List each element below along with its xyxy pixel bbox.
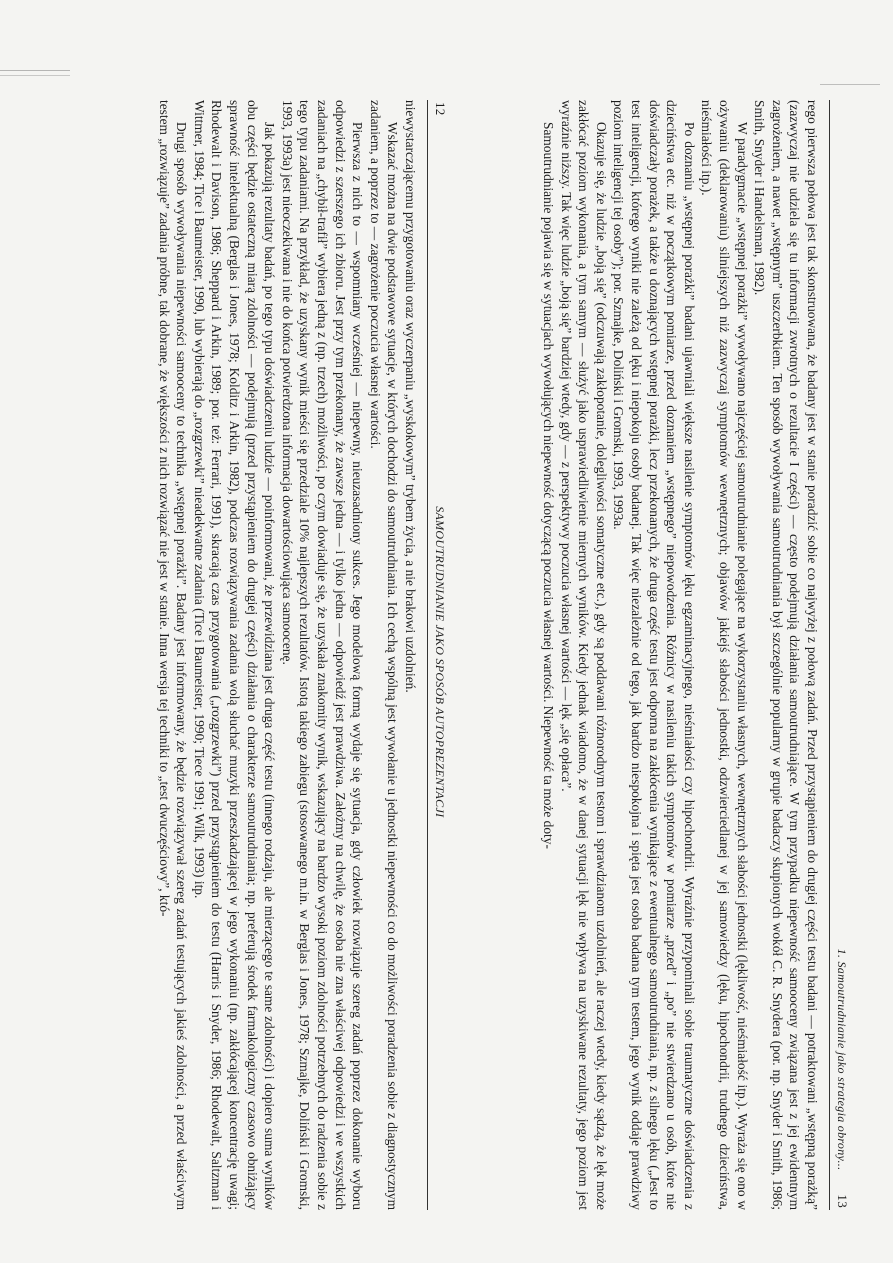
right-page-header <box>829 100 850 1210</box>
paragraph: niewystarczającemu przygotowaniu oraz wyczerpaniu „wyskokowym” trybem życia, a nie brakowi uzdolnień. <box>403 100 418 693</box>
scan-artifact-line <box>820 84 880 85</box>
left-page-header <box>427 100 448 1210</box>
left-page <box>60 100 448 1210</box>
left-page-body <box>155 100 419 1210</box>
left-running-head: SAMOUTRUDNIANIE JAKO SPOSÓB AUTOPREZENTACJI <box>433 506 447 818</box>
paragraph: Po doznaniu „wstępnej porażki” badani ujawniali większe nasilenie symptomów lęku egzaminacyjnego, nieśmiałości czy hipochondrii. Wyraźnie przypominali sobie traumatyczne doświadczenia z dzieciństwa etc. niż w początkowym pomiarze, przed doznaniem „wstępnego” niepowodzenia. Różnicy w nasileniu takich symptomów w pomiarze „przed” i „po” nie stwierdzano u osób, które nie doświadczały porażek, a także u doznających wstępnej porażki, lecz przekonanych, że druga część testu jest odporna na zakłócenia wynikające z ewentualnego samoutrudniania, np. z silnego lęku („Jest to test inteligencji, którego wyniki nie zależą od lęku i niepokoju osoby badanej. Tak więc niezależnie od tego, jak bardzo niespokojna i spięta jest osoba badana tym testem, jego wynik oddaje prawdziwy poziom inteligencji tej osoby”); por. Szmajke, Doliński i Gromski, 1993, 1993a. <box>611 100 697 1210</box>
right-page <box>462 100 850 1210</box>
paragraph: Pierwsza z nich to — wspomniany wcześniej — niepewny, nieuzasadniony sukces. Jego modelową formą wydaje się sytuacja, gdy człowiek rozwiązuje szereg zadań poprzez dokonanie wyboru odpowiedzi z szerszego ich zbioru. Jest przy tym przekonany, że zawsze jedna — i tylko jedna — odpowiedź jest prawdziwa. Założmy na chwilę, że osoba nie zna właściwej odpowiedzi i we wszystkich zadaniach na „chybił-trafił” wybiera jedną z (np. trzech) możliwości, po czym dowiaduje się, że uzyskała znakomity wynik, wskazujący na bardzo wysoki poziom zdolności potrzebnych do radzenia sobie z tego typu zadaniami. Na przykład, że uzyskany wynik mieści się przedziale 10% najlepszych rezultatów. Istotą takiego zabiegu (stosowanego m.in. w Berglas i Jones, 1978; Szmajke, Doliński i Gromski, 1993, 1993a) jest nieoczekiwana i nie do końca potwierdzona informacja dowartościowująca samoocenę. <box>279 100 366 1210</box>
scan-artifact-lines <box>0 64 70 84</box>
right-page-body <box>540 100 822 1210</box>
paragraph: Wskazać można na dwie podstawowe sytuacje, w których dochodzi do samoutrudniania. Ich cechą wspólną jest wywołanie u jednostki niepewności co do możliwości poradzenia sobie z diagnostycznym zadaniem, a poprzez to — zagrożenie poczucia własnej wartości. <box>367 100 401 1210</box>
right-running-head: 1. Samoutrudnianie jako strategia obrony... <box>835 948 849 1171</box>
paragraph: Jak pokazują rezultaty badań, po tego typu doświadczeniu ludzie — poinformowani, że przewidziana jest druga część testu (innego rodzaju, ale mierzącego te same zdolności) i dopiero suma wyników obu części będzie ostateczną miarą zdolności — podejmują (przed przystąpieniem do drugiej części) działania o charakterze samoutrudniania; np. preferują środek farmakologiczny czasowo obniżający sprawność intelektualną (Berglas i Jones, 1978; Kolditz i Arkin, 1982), podczas rozwiązywania zadania wolą słuchać muzyki przeszkadzającej w jego wykonaniu (np. zakłócającej koncentrację uwagi; Rhodewalt i Davison, 1986; Sheppard i Arkin, 1989; por. też: Ferrari, 1991), skracają czas przygotowania („rozgrzewki”) przed przystąpieniem do testu (Harris i Snyder, 1986; Rhodewalt, Saltzman i Wittmer, 1984; Tice i Baumeister, 1990, lub wybierają do „rozgrzewki” nieadekwatne zadania (Tice i Baumeister, 1990; Tiece 1991; Wilk, 1993) itp. <box>191 100 278 1210</box>
paragraph: rego pierwsza połowa jest tak skonstruowana, że badany jest w stanie poradzić sobie co najwyżej z połową zadań. Przed przystąpieniem do drugiej części testu badani — potraktowani „wstępną porażką” (zazwyczaj nie udziela się tu informacji zwrotnych o rezultacie I części) — często podejmują działania samoutrudniające. W tym przypadku niepewność samooceny związana jest z jej ewidentnym zagrożeniem, a nawet „wstępnym” uszczerbkiem. Ten sposób wywoływania samoutrudniania był szczególnie popularny w grupie badaczy skupionych wokół C. R. Snydera (por. np. Snyder i Smith, 1986; Smith, Snyder i Handelsman, 1982). <box>752 100 820 1210</box>
paragraph: Samoutrudnianie pojawia się w sytuacjach wywołujących niepewność dotyczącą poczucia własnej wartości. Niepewność ta może doty- <box>541 122 557 849</box>
paragraph: W paradygmacie „wstępnej porażki” wywoływano najczęściej samoutrudnianie polegające na wykorzystaniu własnych, wewnętrznych słabości jednostki (lękliwość, nieśmiałość itp.). Wyraża się ono w ożywaniu (deklarowaniu) silniejszych niż zazwyczaj symptomów wewnętrznych; objawów jakiejś słabości jednostki, odzwierciedlanej w jej samowiedzy (lęku, hipochondrii, trudnego dzieciństwa, nieśmiałości itp.). <box>699 100 750 1210</box>
left-page-number: 12 <box>433 102 448 116</box>
right-page-number: 13 <box>835 1194 850 1208</box>
paragraph: Drugi sposób wywoływania niepewności samooceny to technika „wstępnej porażki”. Badany jest informowany, że będzie rozwiązywał szereg zadań testujących jakieś zdolności, a przed właściwym testem „rozwiązuje” zadania próbne, tak dobrane, że większości z nich rozwiązać nie jest w stanie. Inna wersja tej techniki to „test dwuczęściowy”, któ- <box>156 100 190 1210</box>
paragraph: Okazuje się, że ludzie „boją się” (odczuwają zakłopotanie, dolegliwości somatyczne etc.), gdy są poddawani różnorodnym testom i sprawdzianom uzdolnień, ale raczej wtedy, kiedy sądzą, że lęk może zakłócać poziom wykonania, a tym samym — służyć jako usprawiedliwienie miernych wyników. Kiedy jednak wiadomo, że w danej sytuacji lęk nie wpływa na uzyskiwane rezultaty, jego poziom jest wyraźnie niższy. Tak więc ludzie „boją się” bardziej wtedy, gdy — z perspektywy poczucia własnej wartości — lęk „się opłaca”. <box>558 100 609 1210</box>
